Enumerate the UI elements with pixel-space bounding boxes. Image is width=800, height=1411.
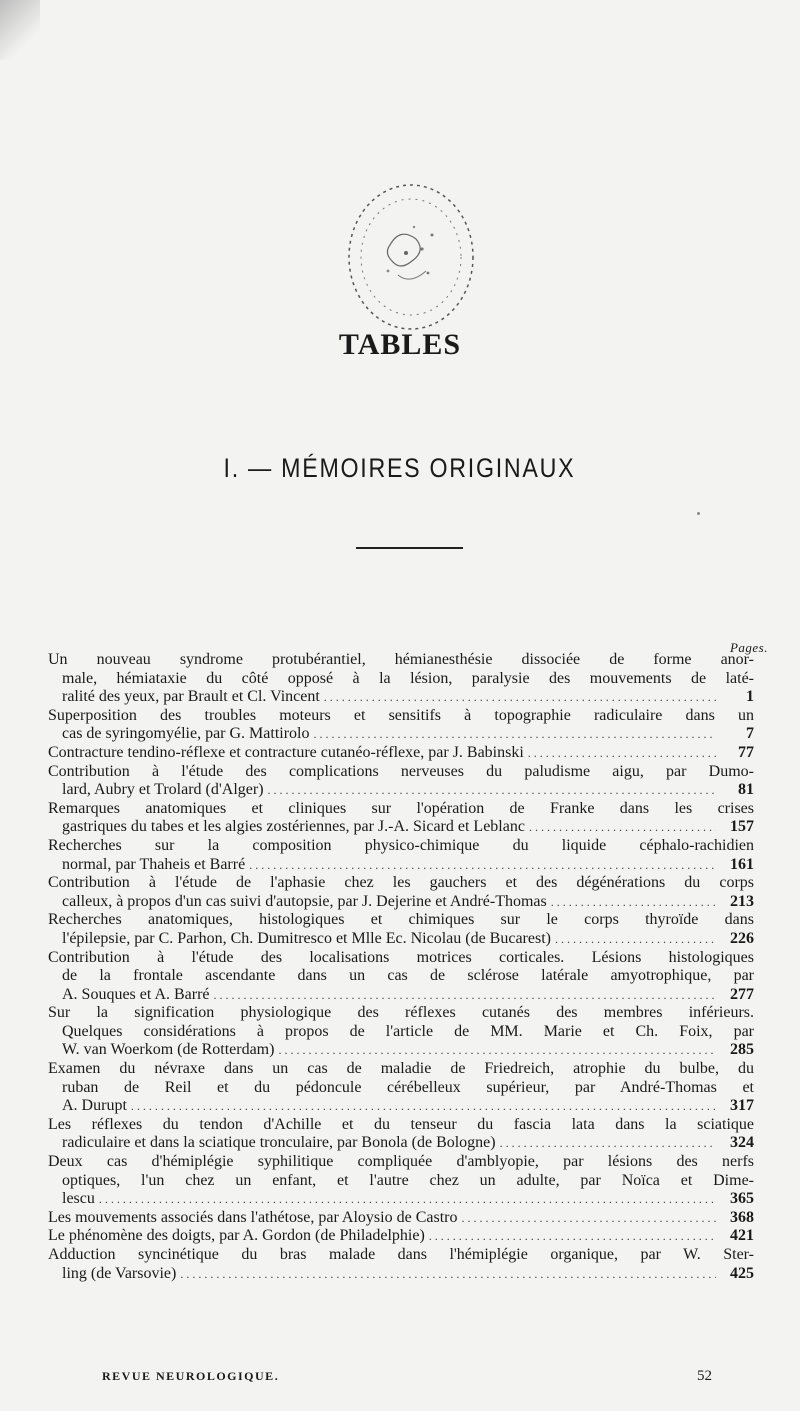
- toc-entry-last-line: [48, 744, 754, 763]
- dot-leader: [268, 781, 716, 800]
- toc-page-number: 81: [738, 781, 754, 799]
- toc-entry-text: optiques, l'un chez un enfant, et l'autre chez un adulte, par Noïca et Dime-: [62, 1171, 754, 1189]
- toc-entry-text: Un nouveau syndrome protubérantiel, hémianesthésie dissociée de forme anor-: [48, 651, 754, 668]
- toc-entry: [48, 1153, 754, 1209]
- dot-leader: [429, 1227, 716, 1246]
- toc-entry-text: male, hémiataxie du côté opposé à la lésion, paralysie des mouvements de laté-: [62, 669, 754, 687]
- toc-entry-line: [48, 651, 754, 670]
- toc-entry-last-line: [48, 1190, 754, 1209]
- toc-entry-text: W. van Woerkom (de Rotterdam): [62, 1041, 275, 1059]
- toc-entry: [48, 949, 754, 1005]
- toc-entry-text: cas de syringomyélie, par G. Mattirolo: [62, 725, 310, 743]
- toc-entry: [48, 1209, 754, 1228]
- toc-entry-text: ling (de Varsovie): [62, 1264, 177, 1282]
- toc-page-number: 157: [730, 818, 754, 836]
- toc-entry-text: lard, Aubry et Trolard (d'Alger): [62, 781, 264, 799]
- toc-page-number: 77: [738, 743, 754, 761]
- toc-entry: [48, 1060, 754, 1116]
- toc-entry-text: Examen du névraxe dans un cas de maladie de Friedreich, atrophie du bulbe, du: [48, 1060, 754, 1078]
- dot-leader: [214, 986, 716, 1005]
- toc-entry-text: l'épilepsie, par C. Parhon, Ch. Dumitresco et Mlle Ec. Nicolau (de Bucarest): [62, 929, 551, 947]
- toc-entry-text: Deux cas d'hémiplégie syphilitique compliquée d'amblyopie, par lésions des nerfs: [48, 1153, 754, 1171]
- toc-entry-last-line: [48, 1265, 754, 1284]
- toc-entry-last-line: [48, 688, 754, 707]
- toc-entry: [48, 837, 754, 874]
- dot-leader: [324, 688, 716, 707]
- dot-leader: [314, 725, 717, 744]
- toc-entry-line: [48, 1023, 754, 1042]
- dot-leader: [180, 1265, 716, 1284]
- page-corner-shadow: [0, 0, 40, 60]
- toc-entry-last-line: [48, 781, 754, 800]
- toc-entry-last-line: [48, 1041, 754, 1060]
- toc-entry-last-line: [48, 1097, 754, 1116]
- toc-entry-text: Remarques anatomiques et cliniques sur l'opération de Franke dans les crises: [48, 799, 754, 817]
- toc-entry: [48, 763, 754, 800]
- toc-entry-line: [48, 949, 754, 968]
- toc-entry-line: [48, 1079, 754, 1098]
- toc-entry: [48, 1246, 754, 1283]
- toc-page-number: 324: [730, 1134, 754, 1152]
- toc-entry-text: normal, par Thaheis et Barré: [62, 855, 246, 873]
- toc-entry-text: Sur la signification physiologique des réflexes cutanés des membres inférieurs.: [48, 1004, 754, 1022]
- toc-entry-text: gastriques du tabes et les algies zostériennes, par J.-A. Sicard et Leblanc: [62, 818, 525, 836]
- toc-entry-text: Contribution à l'étude des complications nerveuses du paludisme aigu, par Dumo-: [48, 762, 754, 780]
- toc-entry-text: lescu: [62, 1190, 95, 1208]
- toc-entry-text: Contribution à l'étude des localisations motrices corticales. Lésions histologiques: [48, 948, 754, 966]
- toc-entry-last-line: [48, 986, 754, 1005]
- stamp-seal-icon: [340, 175, 482, 340]
- toc-entry-text: de la frontale ascendante dans un cas de sclérose latérale amyotrophique, par: [62, 967, 754, 985]
- pages-column-header: Pages.: [729, 640, 768, 655]
- toc-page-number: 317: [730, 1097, 754, 1115]
- toc-entry-text: ruban de Reil et du pédoncule cérébelleux supérieur, par André-Thomas et: [62, 1078, 754, 1096]
- dot-leader: [249, 856, 716, 875]
- toc-entry-text: Contribution à l'étude de l'aphasie chez les gauchers et des dégénérations du corps: [48, 874, 754, 892]
- toc-entry: [48, 874, 754, 911]
- toc-entry-line: [48, 874, 754, 893]
- toc-entry-line: [48, 1060, 754, 1079]
- toc-entry-text: radiculaire et dans la sciatique tronculaire, par Bonola (de Bologne): [62, 1134, 496, 1152]
- dot-leader: [555, 930, 716, 949]
- toc-page-number: 285: [730, 1041, 754, 1059]
- toc-entry-text: Quelques considérations à propos de l'article de MM. Marie et Ch. Foix, par: [62, 1022, 754, 1040]
- dot-leader: [529, 818, 716, 837]
- page-number: 52: [697, 1368, 712, 1384]
- toc-entry-text: Superposition des troubles moteurs et sensitifs à topographie radiculaire dans un: [48, 706, 754, 724]
- toc-entry-line: [48, 1116, 754, 1135]
- toc-entry: [48, 1004, 754, 1060]
- dot-leader: [278, 1041, 716, 1060]
- toc-entry-last-line: [48, 818, 754, 837]
- toc-entry: [48, 744, 754, 763]
- journal-name: REVUE NEUROLOGIQUE.: [102, 1369, 280, 1383]
- toc-entry-last-line: [48, 893, 754, 912]
- toc-entry-text: A. Durupt: [62, 1097, 127, 1115]
- toc-entry: [48, 707, 754, 744]
- toc-page-number: 226: [730, 929, 754, 947]
- dot-leader: [551, 893, 716, 912]
- toc-entry-text: Les mouvements associés dans l'athétose, par Aloysio de Castro: [48, 1208, 458, 1226]
- toc-entry-text: ralité des yeux, par Brault et Cl. Vincent: [62, 688, 320, 706]
- toc-entry-text: calleux, à propos d'un cas suivi d'autopsie, par J. Dejerine et André-Thomas: [62, 892, 547, 910]
- toc-entry-line: [48, 1004, 754, 1023]
- toc-entry-text: Adduction syncinétique du bras malade dans l'hémiplégie organique, par W. Ster-: [48, 1246, 754, 1263]
- toc-entry: [48, 1227, 754, 1246]
- toc-entry-line: [48, 800, 754, 819]
- toc-entry-text: Les réflexes du tendon d'Achille et du tenseur du fascia lata dans la sciatique: [48, 1115, 754, 1133]
- dot-leader: [461, 1209, 716, 1228]
- toc-entry: [48, 651, 754, 707]
- toc-entry-last-line: [48, 1227, 754, 1246]
- dot-leader: [528, 744, 716, 763]
- toc-entry-line: [48, 1172, 754, 1191]
- toc-page-number: 421: [730, 1227, 754, 1245]
- toc-entry-text: Recherches anatomiques, histologiques et chimiques sur le corps thyroïde dans: [48, 911, 754, 929]
- toc-entry: [48, 1116, 754, 1153]
- toc-entry-line: [48, 967, 754, 986]
- toc-page-number: 365: [730, 1190, 754, 1208]
- toc-entry-line: [48, 1153, 754, 1172]
- toc-page-number: 425: [730, 1264, 754, 1282]
- toc-entry-last-line: [48, 1209, 754, 1228]
- toc-entry-line: [48, 837, 754, 856]
- toc-entry: [48, 911, 754, 948]
- toc-page-number: 368: [730, 1208, 754, 1226]
- page-footer: [102, 1368, 712, 1385]
- toc-entry-text: Contracture tendino-réflexe et contracture cutanéo-réflexe, par J. Babinski: [48, 743, 524, 761]
- toc-entry-line: [48, 670, 754, 689]
- toc-entry-line: [48, 911, 754, 930]
- toc-entry-last-line: [48, 725, 754, 744]
- toc-page-number: 7: [746, 725, 754, 743]
- toc-page-number: 277: [730, 985, 754, 1003]
- toc-entry-text: A. Souques et A. Barré: [62, 985, 210, 1003]
- toc-page-number: 213: [730, 892, 754, 910]
- toc-entry-last-line: [48, 856, 754, 875]
- ink-speck: [697, 512, 700, 515]
- table-of-contents: [48, 651, 754, 1283]
- toc-entry-last-line: [48, 1134, 754, 1153]
- toc-page-number: 1: [746, 688, 754, 706]
- toc-entry-line: [48, 1246, 754, 1265]
- tables-heading: TABLES: [338, 328, 462, 361]
- dot-leader: [131, 1097, 716, 1116]
- toc-entry-text: Recherches sur la composition physico-chimique du liquide céphalo-rachidien: [48, 836, 754, 854]
- dot-leader: [500, 1134, 716, 1153]
- toc-entry-text: Le phénomène des doigts, par A. Gordon (de Philadelphie): [48, 1227, 425, 1245]
- library-stamp: [340, 175, 482, 340]
- toc-page-number: 161: [730, 855, 754, 873]
- section-title: I. — MÉMOIRES ORIGINAUX: [223, 453, 576, 483]
- toc-entry: [48, 800, 754, 837]
- toc-entry-last-line: [48, 930, 754, 949]
- toc-entry-line: [48, 763, 754, 782]
- section-divider: [356, 547, 463, 549]
- toc-entry-line: [48, 707, 754, 726]
- dot-leader: [99, 1190, 716, 1209]
